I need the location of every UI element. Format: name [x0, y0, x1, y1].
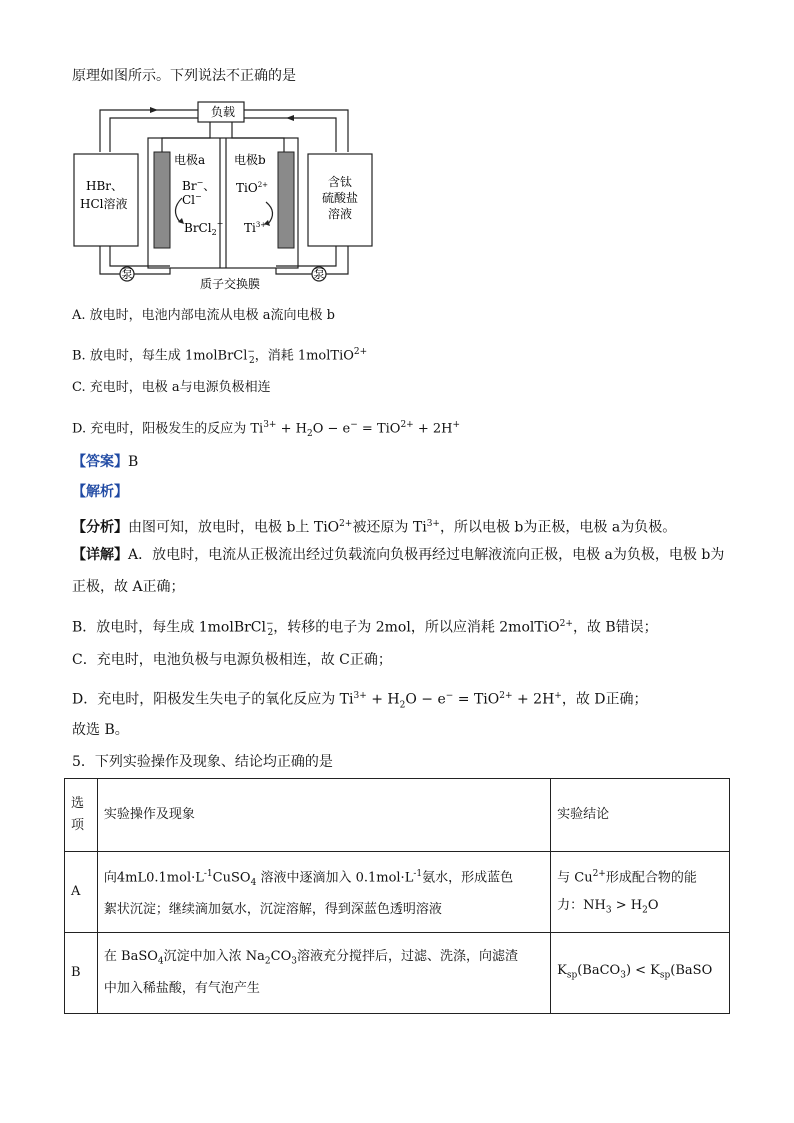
header-operation: 实验操作及现象	[97, 779, 550, 852]
svg-text:Ti3+: $Ti^{3+}$	[244, 221, 267, 235]
option-a: A. 放电时，电池内部电流从电极 a流向电极 b	[72, 308, 335, 323]
electrode-a-label: 电极a	[174, 153, 206, 167]
table-row	[65, 933, 730, 1014]
br-label: Br	[182, 179, 197, 193]
analysis-tag: 【解析】	[72, 484, 128, 500]
left-tank-line2: HCl溶液	[80, 197, 128, 211]
option-b: B. 放电时，每生成 1molBrCl−$_2$，消耗 1molTiO$^{2+}$	[72, 347, 368, 366]
right-pump-label: 泵	[313, 267, 326, 281]
electrode-b-label: 电极b	[234, 153, 266, 167]
svg-text:Cl−: Cl−	[182, 192, 202, 207]
xiangjie-line-c: C．充电时，电池负极与电源负极相连，故 C正确；	[72, 652, 392, 668]
svg-text:BrCl2−: BrCl$_2$−	[184, 219, 224, 237]
xiangjie-line-b: B．放电时，每生成 1molBrCl−$_2$，转移的电子为 2mol，所以应消耗 2molTiO$^{2+}$，故 B错误；	[72, 619, 658, 639]
header-conclusion: 实验结论	[551, 779, 730, 852]
option-c: C. 充电时，电极 a与电源负极相连	[72, 380, 271, 395]
left-tank-line1: HBr、	[86, 179, 124, 193]
tio2-label: TiO	[236, 181, 258, 195]
right-reaction-arrow-icon	[266, 202, 273, 224]
svg-text:Br−、: Br−、	[182, 178, 216, 193]
table-row	[65, 852, 730, 933]
row-a-conclusion: 与 $Cu^{2+}$形成配合物的能 力：$NH_3 > H_2O$	[551, 852, 730, 933]
q5-table	[64, 778, 730, 1014]
intro-text: 原理如图所示。下列说法不正确的是	[72, 68, 296, 84]
row-a-label: A	[65, 852, 98, 933]
electrode-a-rod	[154, 152, 170, 248]
row-a-operation: 向$4mL0.1mol\cdot L^{-1}CuSO_4$ 溶液中逐滴加入 $0.1mol\cdot L^{-1}$氨水，形成蓝色 絮状沉淀；继续滴加氨水，沉淀溶解，得到深蓝色透明溶液	[97, 852, 550, 933]
electrode-b-rod	[278, 152, 294, 248]
header-option: 选项	[65, 779, 98, 852]
xiangjie-final: 故选 B。	[72, 722, 129, 738]
xiangjie-line1: 【详解】A．放电时，电流从正极流出经过负载流向负极再经过电解液流向正极，电极 a为负极，电极 b为	[72, 547, 725, 563]
answer-line: 【答案】B	[72, 454, 139, 470]
left-pump-label: 泵	[121, 267, 134, 281]
cl-label: Cl	[182, 193, 196, 207]
membrane-label: 质子交换膜	[200, 277, 261, 291]
xiangjie-line-d: D．充电时，阳极发生失电子的氧化反应为 $Ti^{3+} + H_2O - e^- = TiO^{2+} + 2H^+$，故 D正确；	[72, 691, 648, 711]
fenxi-line: 【分析】由图可知，放电时，电极 b上 TiO$^{2+}$被还原为 $Ti^{3+}$，所以电极 b为正极，电极 a为负极。	[72, 519, 677, 536]
brcl2-label: BrCl	[184, 221, 212, 235]
row-b-conclusion: $K_{sp}(BaCO_3)$ < $K_{sp}(BaSO$	[551, 933, 730, 1014]
row-b-operation: 在 BaSO$_4$沉淀中加入浓 $Na_2CO_3$溶液充分搅拌后，过滤、洗涤，向滤渣 中加入稀盐酸，有气泡产生	[97, 933, 550, 1014]
row-b-label: B	[65, 933, 98, 1014]
ti3-label: Ti	[244, 221, 256, 235]
right-tank-line1: 含钛	[328, 175, 353, 189]
xiangjie-line2: 正极，故 A正确；	[72, 579, 185, 595]
battery-diagram	[70, 98, 382, 294]
option-d: D. 充电时，阳极发生的反应为 $Ti^{3+} + H_2O - e^- = TiO^{2+} + 2H^+$	[72, 420, 461, 439]
right-tank-line3: 溶液	[328, 207, 353, 221]
table-header-row	[65, 779, 730, 852]
load-label: 负载	[211, 105, 236, 119]
q5-stem: 5．下列实验操作及现象、结论均正确的是	[72, 754, 333, 770]
right-tank-line2: 硫酸盐	[322, 191, 359, 205]
svg-text:TiO2+: TiO$^{2+}$	[236, 181, 269, 195]
